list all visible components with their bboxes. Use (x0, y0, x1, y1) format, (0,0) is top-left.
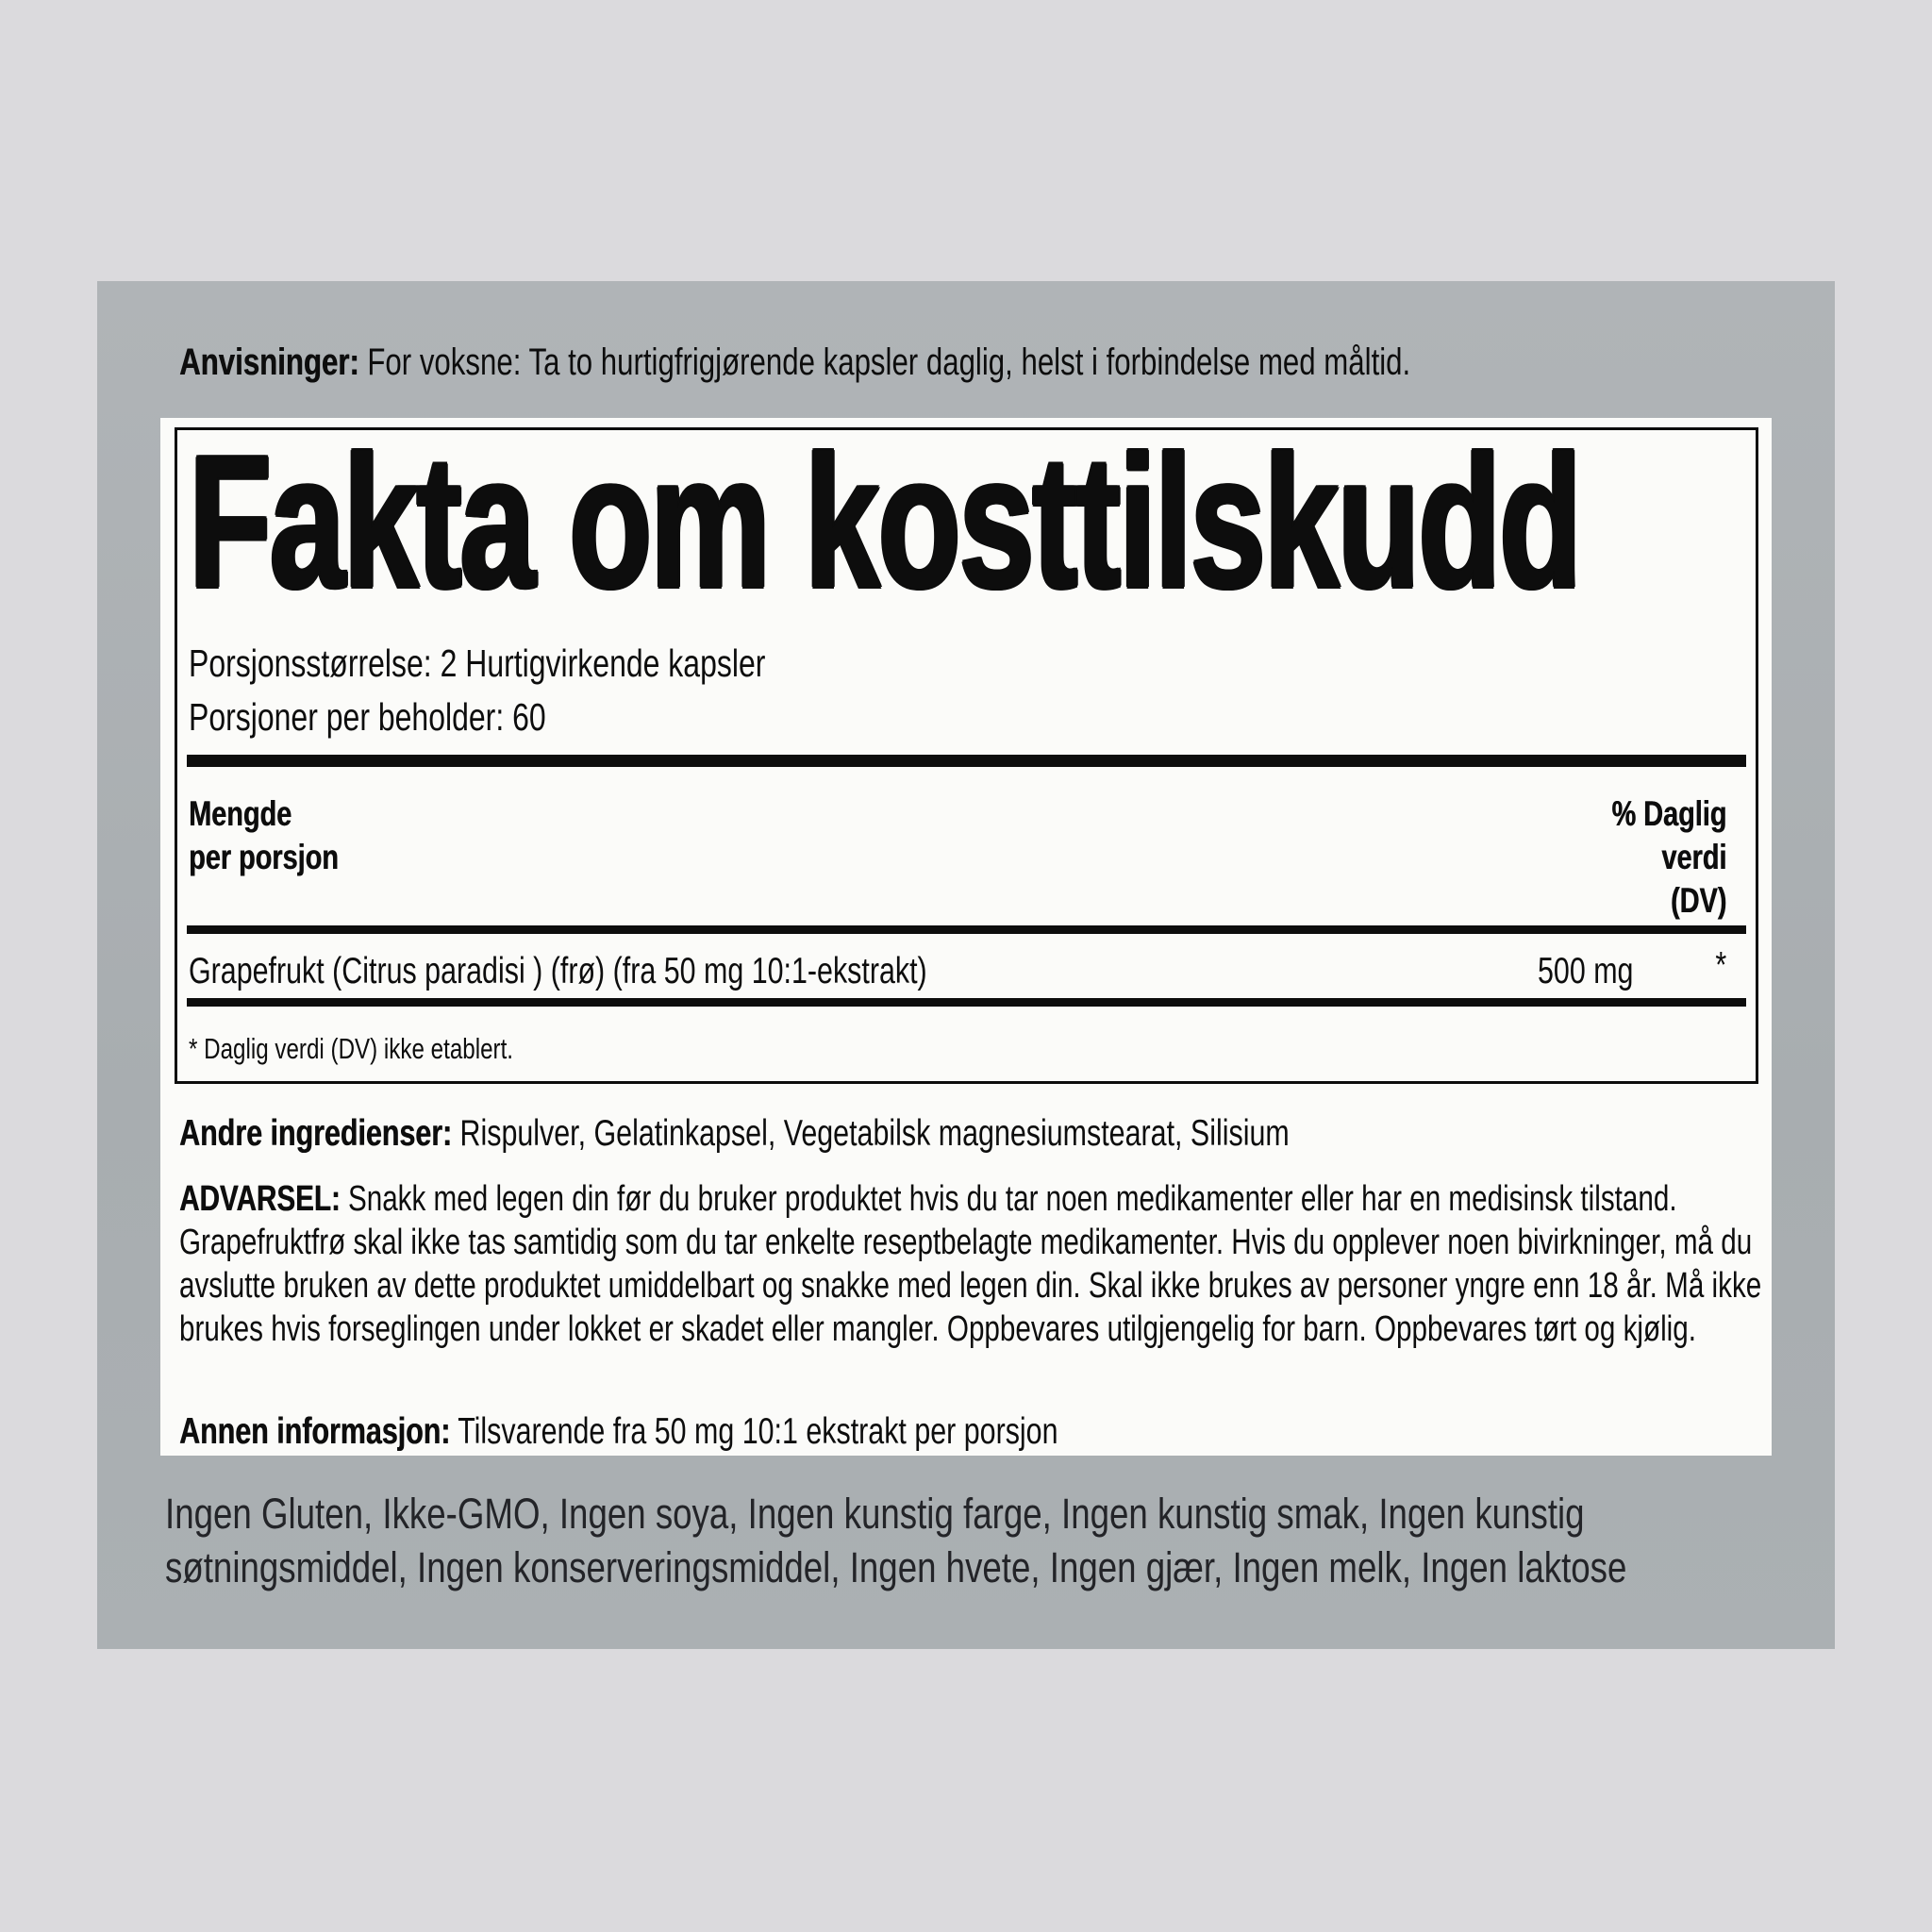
warning-text: Snakk med legen din før du bruker produktet hvis du tar noen medikamenter eller har en medisinsk tilstand. Grapefruktfrø skal ikke tas samtidig som du tar enkelte reseptbelagte medikamenter. Hvis du opplever noen bivirkninger, må du avslutte bruken av dette produktet umiddelbart og snakke med legen din. Skal ikke brukes av personer yngre enn 18 år. Må ikke brukes hvis forseglingen under lokket er skadet eller mangler. Oppbevares utilgjengelig for barn. Oppbevares tørt og kjølig. (179, 1179, 1762, 1349)
servings-per-container: Porsjoner per beholder: 60 (189, 695, 546, 739)
other-info-line (179, 1411, 1058, 1453)
warning-paragraph (179, 1177, 1769, 1351)
other-ingredients-text: Rispulver, Gelatinkapsel, Vegetabilsk magnesiumstearat, Silisium (452, 1113, 1290, 1154)
amount-per-serving-header (189, 792, 339, 879)
facts-title: Fakta om kosttilskudd (189, 417, 1580, 627)
warning-label: ADVARSEL: (179, 1179, 341, 1219)
directions-text: For voksne: Ta to hurtigfrigjørende kapsler daglig, helst i forbindelse med måltid. (358, 341, 1411, 383)
amount-header-line2: per porsjon (189, 838, 339, 876)
other-ingredients-line (179, 1113, 1290, 1155)
other-info-text: Tilsvarende fra 50 mg 10:1 ekstrakt per porsjon (450, 1411, 1058, 1452)
daily-value-header (1611, 792, 1726, 923)
directions-label: Anvisninger: (179, 341, 359, 383)
dv-header-line1: % Daglig (1611, 794, 1726, 833)
other-ingredients-label: Andre ingredienser: (179, 1113, 453, 1154)
other-info-label: Annen informasjon: (179, 1411, 451, 1452)
ingredient-name: Grapefrukt (Citrus paradisi ) (frø) (fra 50 mg 10:1-ekstrakt) (189, 951, 927, 991)
serving-size: Porsjonsstørrelse: 2 Hurtigvirkende kapsler (189, 641, 766, 685)
dv-header-line2: verdi (1661, 838, 1726, 876)
directions-line (179, 340, 1410, 385)
allergen-free-statement: Ingen Gluten, Ikke-GMO, Ingen soya, Ingen kunstig farge, Ingen kunstig smak, Ingen kunstig søtningsmiddel, Ingen konserveringsmiddel, Ingen hvete, Ingen gjær, Ingen melk, Ingen laktose (165, 1490, 1627, 1591)
ingredient-amount: 500 mg (1538, 951, 1634, 991)
dv-header-line3: (DV) (1670, 881, 1726, 920)
ingredient-dv-asterisk: * (1715, 945, 1726, 986)
dv-footnote: * Daglig verdi (DV) ikke etablert. (189, 1032, 514, 1065)
thick-divider-row (187, 998, 1746, 1007)
thick-divider-header (187, 925, 1746, 934)
thick-divider-top (187, 755, 1746, 767)
amount-header-line1: Mengde (189, 794, 292, 833)
